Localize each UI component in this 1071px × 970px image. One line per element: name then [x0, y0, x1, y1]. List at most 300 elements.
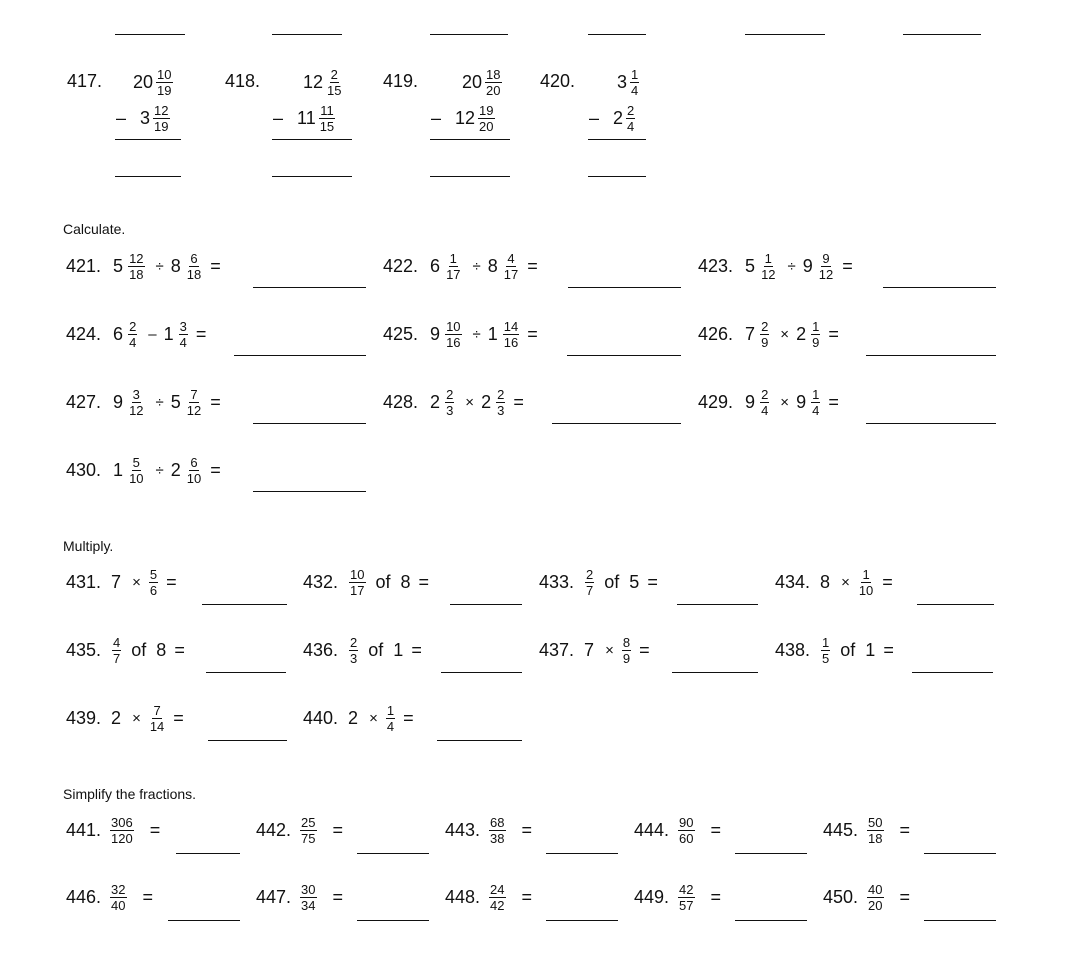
fraction	[128, 456, 144, 485]
answer-line[interactable]	[176, 853, 240, 854]
numerator: 50	[868, 814, 883, 830]
multiply-problem-439	[66, 698, 188, 738]
of-expression: of 5	[604, 571, 640, 592]
numerator: 10	[157, 67, 172, 82]
whole-number: 9	[796, 391, 807, 412]
fraction	[128, 320, 137, 349]
operator: ÷	[155, 257, 164, 275]
multiply-problem-432	[303, 562, 433, 602]
equals-sign: =	[883, 639, 894, 660]
operator: ÷	[155, 461, 164, 479]
answer-line[interactable]	[924, 853, 996, 854]
numerator: 1	[812, 386, 820, 402]
denominator: 3	[446, 402, 454, 418]
problem-number: 424.	[66, 323, 102, 344]
operator: ×	[780, 393, 790, 411]
denominator: 6	[149, 582, 158, 598]
whole-number: 3	[140, 108, 151, 128]
operator: ×	[132, 573, 141, 591]
answer-line[interactable]	[253, 423, 366, 424]
equals-sign: =	[842, 255, 853, 276]
fraction	[300, 816, 316, 845]
denominator: 7	[586, 582, 594, 598]
numerator: 42	[679, 881, 694, 897]
fraction	[760, 388, 769, 417]
numerator: 2	[350, 634, 358, 650]
equals-sign: =	[418, 571, 430, 592]
problem-number: 430.	[66, 459, 102, 480]
equals-sign: =	[411, 639, 422, 660]
simplify-problem-444	[634, 810, 725, 850]
answer-line[interactable]	[866, 423, 996, 424]
fraction	[630, 68, 639, 97]
answer-line[interactable]	[677, 604, 758, 605]
calc-problem-430	[66, 450, 225, 490]
numerator: 25	[301, 814, 316, 830]
equals-sign: =	[149, 819, 161, 840]
operator: ×	[780, 325, 790, 343]
calc-problem-421	[66, 246, 225, 286]
operator: ÷	[472, 325, 481, 343]
equals-sign: =	[527, 255, 538, 276]
whole-number: 7	[111, 571, 122, 592]
answer-line[interactable]	[567, 355, 681, 356]
numerator: 10	[350, 566, 365, 582]
denominator: 16	[503, 334, 519, 350]
numerator: 1	[862, 566, 870, 582]
problem-number: 417.	[67, 71, 103, 91]
numerator: 11	[320, 103, 334, 118]
numerator: 2	[497, 386, 505, 402]
problem-number: 439.	[66, 707, 102, 728]
answer-line[interactable]	[450, 604, 522, 605]
numerator: 1	[386, 702, 395, 718]
calc-problem-427	[66, 382, 225, 422]
denominator: 16	[446, 334, 461, 350]
section-title-calculate: Calculate.	[63, 221, 126, 237]
fraction	[149, 704, 165, 733]
answer-line[interactable]	[546, 853, 618, 854]
equals-sign: =	[332, 819, 344, 840]
simplify-problem-447	[256, 877, 347, 917]
fraction	[319, 104, 335, 133]
operator: ×	[605, 641, 614, 659]
fraction	[186, 456, 202, 485]
fraction	[821, 636, 830, 665]
section-title-simplify: Simplify the fractions.	[63, 786, 197, 802]
minus-sign: –	[589, 108, 600, 128]
of-expression: of 1	[368, 639, 404, 660]
fraction	[678, 816, 694, 845]
fraction	[149, 568, 158, 597]
denominator: 9	[761, 334, 769, 350]
problem-number: 435.	[66, 639, 102, 660]
fraction	[867, 816, 883, 845]
simplify-problem-441	[66, 810, 164, 850]
problem-number: 440.	[303, 707, 339, 728]
fraction	[112, 636, 121, 665]
whole-number: 5	[113, 255, 124, 276]
equals-sign: =	[527, 323, 538, 344]
whole-number: 9	[745, 391, 756, 412]
whole-number: 2	[170, 459, 181, 480]
fraction	[445, 252, 461, 281]
equals-sign: =	[142, 886, 154, 907]
fraction	[858, 568, 874, 597]
denominator: 17	[350, 582, 365, 598]
denominator: 4	[129, 334, 137, 350]
denominator: 18	[868, 830, 883, 846]
operator: ×	[841, 573, 850, 591]
numerator: 2	[446, 386, 454, 402]
numerator: 7	[190, 386, 198, 402]
problem-number: 425.	[383, 323, 419, 344]
calc-problem-422	[383, 246, 542, 286]
problem-number: 423.	[698, 255, 734, 276]
fraction	[179, 320, 188, 349]
denominator: 20	[486, 83, 501, 98]
sum-line	[115, 139, 181, 140]
simplify-problem-443	[445, 810, 536, 850]
whole-number: 2	[111, 707, 122, 728]
fraction	[811, 320, 820, 349]
whole-number: 2	[348, 707, 359, 728]
numerator: 1	[764, 250, 772, 266]
denominator: 17	[446, 266, 461, 282]
numerator: 8	[622, 634, 631, 650]
numerator: 68	[490, 814, 505, 830]
subtrahend	[431, 104, 496, 133]
simplify-problem-450	[823, 877, 914, 917]
calc-problem-429	[698, 382, 843, 422]
answer-line[interactable]	[357, 920, 429, 921]
numerator: 306	[111, 814, 133, 830]
subtrahend	[116, 104, 171, 133]
fraction	[128, 252, 144, 281]
answer-line[interactable]	[437, 740, 522, 741]
numerator: 2	[761, 318, 769, 334]
answer-line[interactable]	[115, 176, 181, 177]
operator: –	[148, 325, 157, 343]
operator: ÷	[472, 257, 481, 275]
answer-line[interactable]	[552, 423, 681, 424]
whole-number: 8	[820, 571, 831, 592]
calc-problem-424	[66, 314, 210, 354]
denominator: 42	[490, 897, 505, 913]
whole-number: 2	[481, 391, 492, 412]
fraction	[349, 636, 358, 665]
answer-line[interactable]	[588, 176, 646, 177]
answer-line[interactable]	[202, 604, 287, 605]
numerator: 3	[179, 318, 187, 334]
multiply-problem-435	[66, 630, 189, 670]
numerator: 19	[479, 103, 494, 118]
numerator: 10	[446, 318, 461, 334]
fraction	[622, 636, 631, 665]
equals-sign: =	[710, 819, 722, 840]
numerator: 1	[812, 318, 820, 334]
answer-line[interactable]	[924, 920, 996, 921]
denominator: 10	[129, 470, 144, 486]
denominator: 57	[679, 897, 694, 913]
whole-number: 3	[617, 72, 628, 92]
equals-sign: =	[513, 391, 524, 412]
whole-number: 6	[430, 255, 441, 276]
denominator: 19	[154, 119, 169, 134]
problem-number: 448.	[445, 886, 481, 907]
whole-number: 9	[113, 391, 124, 412]
denominator: 20	[868, 897, 883, 913]
denominator: 18	[129, 266, 144, 282]
equals-sign: =	[521, 886, 533, 907]
fraction	[445, 388, 454, 417]
whole-number: 9	[430, 323, 441, 344]
denominator: 4	[179, 334, 187, 350]
whole-number: 2	[613, 108, 624, 128]
equals-sign: =	[210, 459, 221, 480]
answer-line[interactable]	[272, 34, 342, 35]
whole-number: 9	[802, 255, 813, 276]
whole-number: 8	[170, 255, 181, 276]
equals-sign: =	[899, 819, 911, 840]
problem-number: 433.	[539, 571, 575, 592]
fraction	[300, 883, 316, 912]
denominator: 38	[490, 830, 505, 846]
answer-line[interactable]	[115, 34, 185, 35]
fraction	[818, 252, 834, 281]
numerator: 1	[631, 67, 639, 82]
multiply-problem-434	[775, 562, 897, 602]
problem-number: 427.	[66, 391, 102, 412]
answer-line[interactable]	[168, 920, 240, 921]
fraction	[349, 568, 365, 597]
denominator: 120	[111, 830, 133, 846]
whole-number: 7	[745, 323, 756, 344]
whole-number: 12	[303, 72, 324, 92]
answer-line[interactable]	[588, 34, 646, 35]
denominator: 12	[761, 266, 776, 282]
answer-line[interactable]	[206, 672, 286, 673]
whole-number: 20	[133, 72, 154, 92]
answer-line[interactable]	[883, 287, 996, 288]
of-expression: of 8	[375, 571, 411, 592]
problem-number: 450.	[823, 886, 859, 907]
numerator: 32	[111, 881, 126, 897]
numerator: 90	[679, 814, 694, 830]
denominator: 17	[503, 266, 519, 282]
problem-number: 445.	[823, 819, 859, 840]
equals-sign: =	[899, 886, 911, 907]
denominator: 9	[812, 334, 820, 350]
answer-line[interactable]	[735, 920, 807, 921]
numerator: 2	[627, 103, 635, 118]
denominator: 19	[157, 83, 172, 98]
denominator: 12	[129, 402, 144, 418]
denominator: 4	[631, 83, 639, 98]
whole-number: 7	[584, 639, 595, 660]
fraction	[386, 704, 395, 733]
answer-line[interactable]	[917, 604, 994, 605]
numerator: 24	[490, 881, 505, 897]
calc-problem-426	[698, 314, 843, 354]
denominator: 3	[350, 650, 358, 666]
answer-line[interactable]	[866, 355, 996, 356]
answer-line[interactable]	[745, 34, 825, 35]
minuend	[617, 68, 640, 97]
operator: ×	[132, 709, 141, 727]
answer-line[interactable]	[253, 491, 366, 492]
denominator: 20	[479, 119, 494, 134]
numerator: 1	[822, 634, 830, 650]
answer-line[interactable]	[568, 287, 681, 288]
of-expression: of 1	[840, 639, 876, 660]
problem-number: 436.	[303, 639, 339, 660]
fraction	[503, 252, 519, 281]
denominator: 18	[186, 266, 202, 282]
problem-number: 419.	[383, 71, 419, 91]
multiply-problem-433	[539, 562, 662, 602]
problem-number: 446.	[66, 886, 102, 907]
answer-line[interactable]	[546, 920, 618, 921]
answer-line[interactable]	[430, 34, 508, 35]
answer-line[interactable]	[272, 176, 352, 177]
fraction	[811, 388, 820, 417]
numerator: 6	[190, 250, 198, 266]
whole-number: 8	[487, 255, 498, 276]
problem-number: 420.	[540, 71, 576, 91]
denominator: 12	[818, 266, 834, 282]
sum-line	[588, 139, 646, 140]
fraction	[110, 883, 126, 912]
denominator: 75	[301, 830, 316, 846]
denominator: 4	[627, 119, 635, 134]
problem-number: 438.	[775, 639, 811, 660]
answer-line[interactable]	[903, 34, 981, 35]
fraction	[186, 252, 202, 281]
simplify-problem-445	[823, 810, 914, 850]
whole-number: 20	[462, 72, 483, 92]
numerator: 5	[132, 454, 140, 470]
calc-problem-428	[383, 382, 528, 422]
simplify-problem-449	[634, 877, 725, 917]
multiply-problem-431	[66, 562, 181, 602]
numerator: 4	[113, 634, 121, 650]
fraction	[760, 252, 776, 281]
equals-sign: =	[173, 707, 184, 728]
answer-line[interactable]	[430, 176, 510, 177]
equals-sign: =	[210, 255, 221, 276]
equals-sign: =	[828, 391, 839, 412]
numerator: 3	[132, 386, 140, 402]
equals-sign: =	[521, 819, 533, 840]
numerator: 30	[301, 881, 316, 897]
numerator: 1	[449, 250, 457, 266]
fraction	[485, 68, 501, 97]
numerator: 2	[330, 67, 338, 82]
fraction	[585, 568, 594, 597]
fraction	[326, 68, 342, 97]
multiply-problem-438	[775, 630, 898, 670]
whole-number: 5	[170, 391, 181, 412]
whole-number: 2	[430, 391, 441, 412]
minus-sign: –	[431, 108, 442, 128]
operator: ÷	[155, 393, 164, 411]
whole-number: 2	[796, 323, 807, 344]
minuend	[133, 68, 174, 97]
fraction	[496, 388, 505, 417]
problem-number: 443.	[445, 819, 481, 840]
whole-number: 12	[455, 108, 476, 128]
denominator: 9	[622, 650, 631, 666]
answer-line[interactable]	[208, 740, 287, 741]
fraction	[678, 883, 694, 912]
numerator: 2	[129, 318, 137, 334]
equals-sign: =	[403, 707, 414, 728]
whole-number: 11	[297, 108, 316, 128]
problem-number: 422.	[383, 255, 419, 276]
fraction	[626, 104, 635, 133]
problem-number: 442.	[256, 819, 292, 840]
operator: ÷	[787, 257, 796, 275]
multiply-problem-436	[303, 630, 426, 670]
answer-line[interactable]	[234, 355, 366, 356]
whole-number: 1	[163, 323, 174, 344]
denominator: 3	[497, 402, 505, 418]
numerator: 5	[149, 566, 158, 582]
fraction	[110, 816, 134, 845]
denominator: 15	[327, 83, 342, 98]
fraction	[153, 104, 169, 133]
denominator: 7	[113, 650, 121, 666]
answer-line[interactable]	[357, 853, 429, 854]
answer-line[interactable]	[441, 672, 522, 673]
denominator: 15	[319, 119, 335, 134]
problem-number: 437.	[539, 639, 575, 660]
equals-sign: =	[647, 571, 658, 592]
simplify-problem-442	[256, 810, 347, 850]
numerator: 6	[190, 454, 198, 470]
denominator: 10	[858, 582, 874, 598]
problem-number: 447.	[256, 886, 292, 907]
minuend	[303, 68, 344, 97]
answer-line[interactable]	[735, 853, 807, 854]
numerator: 18	[486, 67, 501, 82]
simplify-problem-448	[445, 877, 536, 917]
operator: ×	[369, 709, 378, 727]
whole-number: 1	[487, 323, 498, 344]
denominator: 14	[149, 718, 165, 734]
problem-number: 429.	[698, 391, 734, 412]
denominator: 10	[186, 470, 202, 486]
answer-line[interactable]	[912, 672, 993, 673]
fraction	[445, 320, 461, 349]
answer-line[interactable]	[253, 287, 366, 288]
numerator: 12	[154, 103, 169, 118]
fraction	[489, 883, 505, 912]
answer-line[interactable]	[672, 672, 758, 673]
calc-problem-425	[383, 314, 542, 354]
whole-number: 1	[113, 459, 124, 480]
operator: ×	[465, 393, 475, 411]
denominator: 34	[301, 897, 316, 913]
fraction	[489, 816, 505, 845]
problem-number: 428.	[383, 391, 419, 412]
numerator: 2	[761, 386, 769, 402]
multiply-problem-437	[539, 630, 654, 670]
minus-sign: –	[273, 108, 284, 128]
denominator: 60	[679, 830, 694, 846]
fraction	[156, 68, 172, 97]
